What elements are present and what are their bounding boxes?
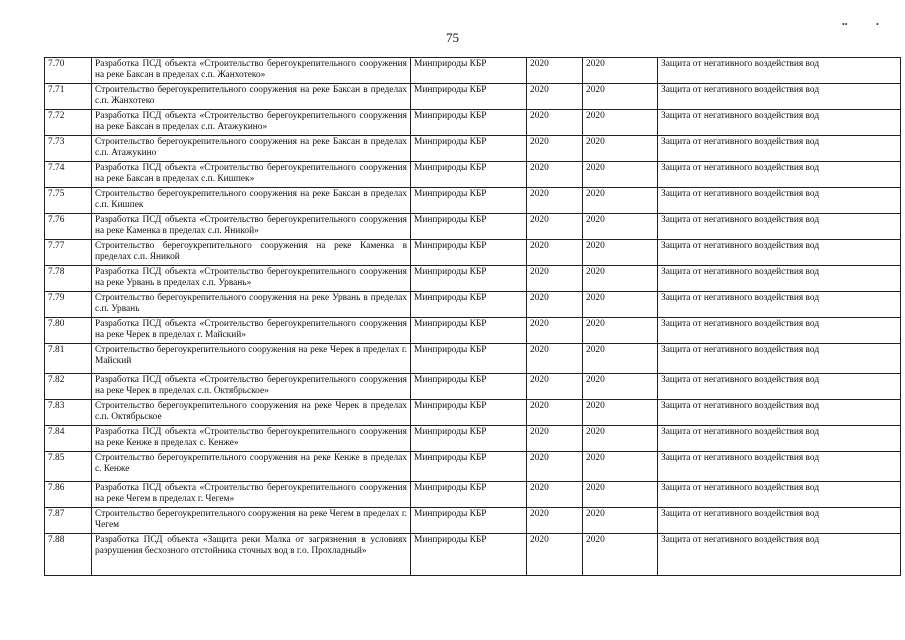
responsible-org: Минприроды КБР [411,162,527,188]
responsible-org: Минприроды КБР [411,452,527,482]
row-number: 7.81 [45,344,92,374]
table-row [45,426,901,452]
scan-mark: •• [842,20,848,29]
start-year: 2020 [527,84,583,110]
measure-name: Строительство берегоукрепительного сооружения на реке Чегем в пределах г. Чегем [92,508,411,534]
start-year: 2020 [527,452,583,482]
table-row [45,136,901,162]
goal: Защита от негативного воздействия вод [658,374,901,400]
end-year: 2020 [583,162,658,188]
responsible-org: Минприроды КБР [411,214,527,240]
goal: Защита от негативного воздействия вод [658,110,901,136]
measure-name: Разработка ПСД объекта «Строительство берегоукрепительного сооружения на реке Чегем в пределах г. Чегем» [92,482,411,508]
measure-name: Разработка ПСД объекта «Строительство берегоукрепительного сооружения на реке Черек в пределах г. Майский» [92,318,411,344]
measure-name: Разработка ПСД объекта «Строительство берегоукрепительного сооружения на реке Черек в пределах с.п. Октябрьское» [92,374,411,400]
start-year: 2020 [527,58,583,84]
responsible-org: Минприроды КБР [411,482,527,508]
row-number: 7.88 [45,534,92,576]
start-year: 2020 [527,266,583,292]
end-year: 2020 [583,266,658,292]
row-number: 7.76 [45,214,92,240]
row-number: 7.71 [45,84,92,110]
row-number: 7.86 [45,482,92,508]
goal: Защита от негативного воздействия вод [658,188,901,214]
start-year: 2020 [527,136,583,162]
scan-mark: • [876,20,879,29]
goal: Защита от негативного воздействия вод [658,240,901,266]
end-year: 2020 [583,482,658,508]
measure-name: Разработка ПСД объекта «Строительство берегоукрепительного сооружения на реке Урвань в пределах с.п. Урвань» [92,266,411,292]
start-year: 2020 [527,110,583,136]
start-year: 2020 [527,344,583,374]
start-year: 2020 [527,240,583,266]
table-row [45,58,901,84]
end-year: 2020 [583,344,658,374]
end-year: 2020 [583,534,658,576]
start-year: 2020 [527,374,583,400]
row-number: 7.75 [45,188,92,214]
responsible-org: Минприроды КБР [411,344,527,374]
end-year: 2020 [583,426,658,452]
responsible-org: Минприроды КБР [411,84,527,110]
measure-name: Строительство берегоукрепительного сооружения на реке Баксан в пределах с.п. Кишпек [92,188,411,214]
row-number: 7.83 [45,400,92,426]
measure-name: Строительство берегоукрепительного сооружения на реке Кенже в пределах с. Кенже [92,452,411,482]
table-row [45,482,901,508]
measure-name: Строительство берегоукрепительного сооружения на реке Черек в пределах г. Майский [92,344,411,374]
table-row [45,162,901,188]
goal: Защита от негативного воздействия вод [658,508,901,534]
start-year: 2020 [527,188,583,214]
start-year: 2020 [527,318,583,344]
goal: Защита от негативного воздействия вод [658,344,901,374]
end-year: 2020 [583,84,658,110]
responsible-org: Минприроды КБР [411,240,527,266]
table-row [45,240,901,266]
row-number: 7.73 [45,136,92,162]
start-year: 2020 [527,400,583,426]
table-row [45,400,901,426]
measure-name: Разработка ПСД объекта «Строительство берегоукрепительного сооружения на реке Каменка в пределах с.п. Яникой» [92,214,411,240]
measure-name: Разработка ПСД объекта «Защита реки Малка от загрязнения в условиях разрушения бесхозного отстойника сточных вод в г.о. Прохладный» [92,534,411,576]
start-year: 2020 [527,508,583,534]
responsible-org: Минприроды КБР [411,508,527,534]
end-year: 2020 [583,400,658,426]
end-year: 2020 [583,110,658,136]
table-row [45,508,901,534]
start-year: 2020 [527,534,583,576]
table-row [45,110,901,136]
end-year: 2020 [583,508,658,534]
end-year: 2020 [583,214,658,240]
goal: Защита от негативного воздействия вод [658,84,901,110]
row-number: 7.84 [45,426,92,452]
table-row [45,266,901,292]
table-row [45,534,901,576]
table-row [45,188,901,214]
goal: Защита от негативного воздействия вод [658,136,901,162]
row-number: 7.85 [45,452,92,482]
table-row [45,292,901,318]
goal: Защита от негативного воздействия вод [658,266,901,292]
end-year: 2020 [583,136,658,162]
measures-table [44,57,901,576]
responsible-org: Минприроды КБР [411,426,527,452]
goal: Защита от негативного воздействия вод [658,426,901,452]
responsible-org: Минприроды КБР [411,292,527,318]
row-number: 7.82 [45,374,92,400]
measure-name: Строительство берегоукрепительного сооружения на реке Баксан в пределах с.п. Жанхотеко [92,84,411,110]
responsible-org: Минприроды КБР [411,266,527,292]
responsible-org: Минприроды КБР [411,136,527,162]
measure-name: Разработка ПСД объекта «Строительство берегоукрепительного сооружения на реке Баксан в пределах с.п. Атажукино» [92,110,411,136]
goal: Защита от негативного воздействия вод [658,162,901,188]
row-number: 7.78 [45,266,92,292]
start-year: 2020 [527,482,583,508]
measure-name: Строительство берегоукрепительного сооружения на реке Баксан в пределах с.п. Атажукино [92,136,411,162]
end-year: 2020 [583,292,658,318]
goal: Защита от негативного воздействия вод [658,58,901,84]
table-row [45,318,901,344]
measure-name: Строительство берегоукрепительного сооружения на реке Урвань в пределах с.п. Урвань [92,292,411,318]
end-year: 2020 [583,374,658,400]
goal: Защита от негативного воздействия вод [658,292,901,318]
end-year: 2020 [583,58,658,84]
row-number: 7.79 [45,292,92,318]
measure-name: Разработка ПСД объекта «Строительство берегоукрепительного сооружения на реке Кенже в пределах с. Кенже» [92,426,411,452]
goal: Защита от негативного воздействия вод [658,400,901,426]
page-number: 75 [446,30,459,45]
responsible-org: Минприроды КБР [411,188,527,214]
table-row [45,374,901,400]
goal: Защита от негативного воздействия вод [658,482,901,508]
responsible-org: Минприроды КБР [411,374,527,400]
end-year: 2020 [583,240,658,266]
responsible-org: Минприроды КБР [411,318,527,344]
end-year: 2020 [583,318,658,344]
responsible-org: Минприроды КБР [411,534,527,576]
row-number: 7.74 [45,162,92,188]
table-row [45,452,901,482]
measure-name: Строительство берегоукрепительного сооружения на реке Черек в пределах с.п. Октябрьское [92,400,411,426]
responsible-org: Минприроды КБР [411,110,527,136]
row-number: 7.77 [45,240,92,266]
responsible-org: Минприроды КБР [411,58,527,84]
row-number: 7.87 [45,508,92,534]
end-year: 2020 [583,452,658,482]
goal: Защита от негативного воздействия вод [658,214,901,240]
start-year: 2020 [527,292,583,318]
table-row [45,84,901,110]
end-year: 2020 [583,188,658,214]
start-year: 2020 [527,214,583,240]
goal: Защита от негативного воздействия вод [658,318,901,344]
row-number: 7.80 [45,318,92,344]
start-year: 2020 [527,162,583,188]
goal: Защита от негативного воздействия вод [658,534,901,576]
measure-name: Строительство берегоукрепительного сооружения на реке Каменка в пределах с.п. Яникой [92,240,411,266]
start-year: 2020 [527,426,583,452]
goal: Защита от негативного воздействия вод [658,452,901,482]
measure-name: Разработка ПСД объекта «Строительство берегоукрепительного сооружения на реке Баксан в пределах с.п. Кишпек» [92,162,411,188]
row-number: 7.72 [45,110,92,136]
row-number: 7.70 [45,58,92,84]
table-row [45,214,901,240]
measure-name: Разработка ПСД объекта «Строительство берегоукрепительного сооружения на реке Баксан в пределах с.п. Жанхотеко» [92,58,411,84]
table-row [45,344,901,374]
responsible-org: Минприроды КБР [411,400,527,426]
